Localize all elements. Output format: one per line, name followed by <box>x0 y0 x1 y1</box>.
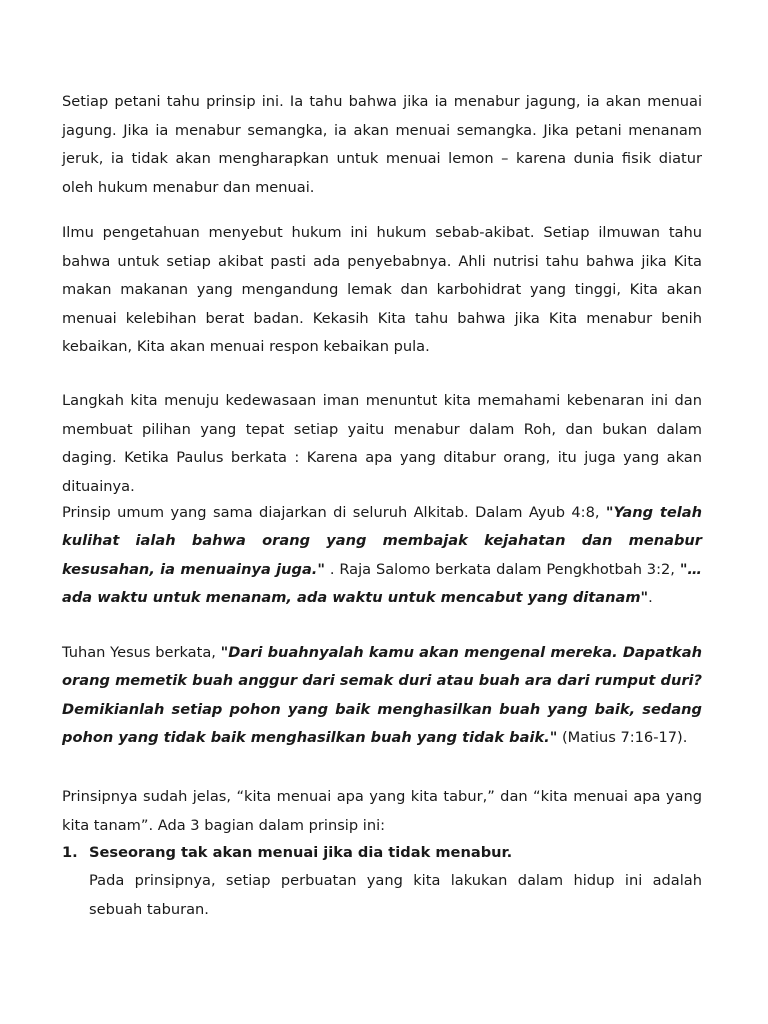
paragraph-text: Prinsip umum yang sama diajarkan di seluruh Alkitab. Dalam Ayub 4:8, <box>62 504 606 521</box>
list-heading: Seseorang tak akan menuai jika dia tidak menabur. <box>89 844 513 861</box>
paragraph-jesus-saying <box>62 639 702 752</box>
paragraph-spiritual-maturity: Langkah kita menuju kedewasaan iman menuntut kita memahami kebenaran ini dan membuat pilihan yang tepat setiap yaitu menabur dalam Roh, dan bukan dalam daging. Ketika Paulus berkata : Karena apa yang ditabur orang, itu juga yang akan dituainya. <box>62 392 702 495</box>
paragraph-text: . Raja Salomo berkata dalam Pengkhotbah 3:2, <box>324 560 680 578</box>
list-number: 1. <box>62 844 78 861</box>
paragraph-text: Tuhan Yesus berkata, <box>62 644 221 661</box>
paragraph-cause-effect: Ilmu pengetahuan menyebut hukum ini hukum sebab-akibat. Setiap ilmuwan tahu bahwa untuk setiap akibat pasti ada penyebabnya. Ahli nutrisi tahu bahwa jika Kita makan makanan yang mengandung lemak dan karbohidrat yang tinggi, Kita akan menuai kelebihan berat badan. Kekasih Kita tahu bahwa jika Kita menabur benih kebaikan, Kita akan menuai respon kebaikan pula. <box>62 224 702 355</box>
list-body: Pada prinsipnya, setiap perbuatan yang kita lakukan dalam hidup ini adalah sebuah taburan. <box>89 872 702 918</box>
reference-matius: (Matius 7:16-17). <box>557 728 688 746</box>
quote-matius: "Dari buahnyalah kamu akan mengenal mereka. Dapatkah orang memetik buah anggur dari semak duri atau buah ara dari rumput duri? Demikianlah setiap pohon yang baik menghasilkan buah yang baik, sedang pohon yang tidak baik menghasilkan buah yang tidak baik." <box>62 644 702 746</box>
paragraph-text: . <box>648 588 653 606</box>
quote-ayub: "Yang telah kulihat ialah bahwa orang yang membajak kejahatan dan menabur kesusahan, ia menuainya juga." <box>62 504 702 578</box>
paragraph-farmer-principle: Setiap petani tahu prinsip ini. Ia tahu bahwa jika ia menabur jagung, ia akan menuai jagung. Jika ia menabur semangka, ia akan menuai semangka. Jika petani menanam jeruk, ia tidak akan mengharapkan untuk menuai lemon – karena dunia fisik diatur oleh hukum menabur dan menuai. <box>62 93 702 196</box>
quote-pengkhotbah: "…ada waktu untuk menanam, ada waktu untuk mencabut yang ditanam" <box>62 560 703 606</box>
paragraph-three-parts: Prinsipnya sudah jelas, “kita menuai apa yang kita tabur,” dan “kita menuai apa yang kita tanam”. Ada 3 bagian dalam prinsip ini: <box>62 788 702 834</box>
paragraph-bible-principle <box>62 499 702 612</box>
